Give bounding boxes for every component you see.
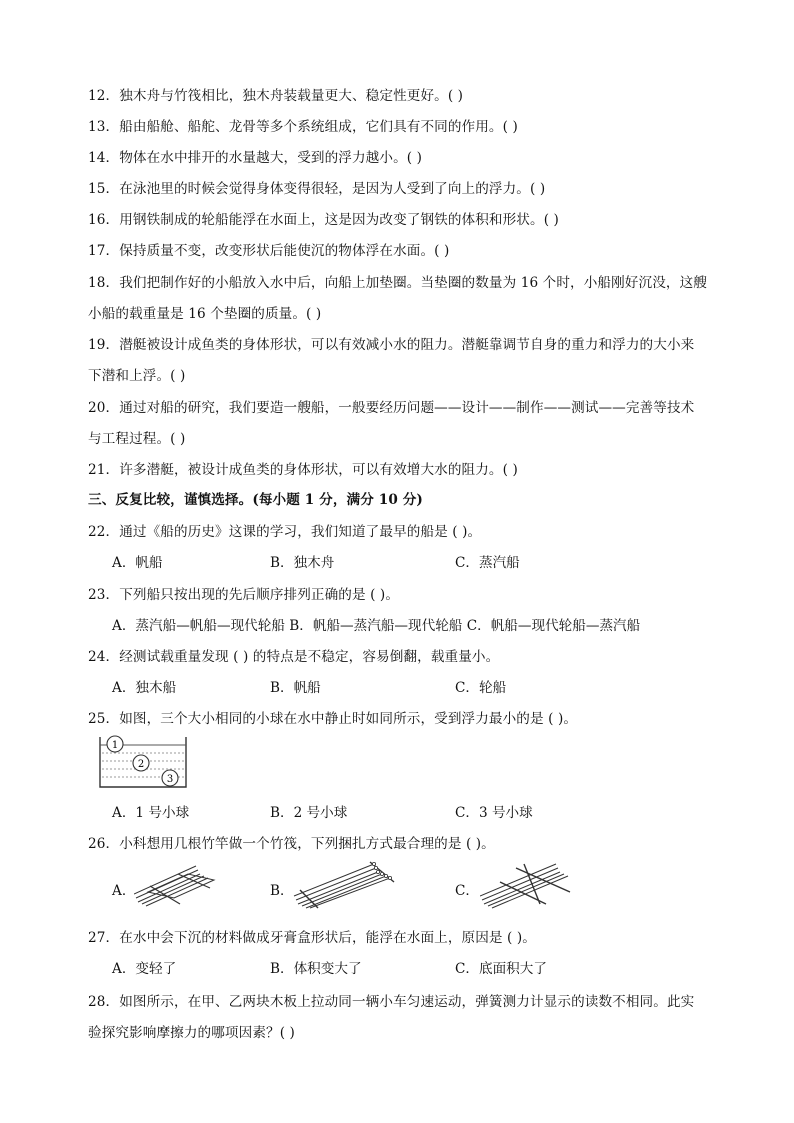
question-16: 16．用钢铁制成的轮船能浮在水面上，这是因为改变了钢铁的体积和形状。( ) (88, 212, 559, 228)
q25-option-b: B．2 号小球 (270, 805, 348, 821)
question-19-line1: 19．潜艇被设计成鱼类的身体形状，可以有效减小水的阻力。潜艇靠调节自身的重力和浮力的大小来 (88, 337, 695, 353)
q27-option-a: A．变轻了 (112, 961, 177, 977)
q24-option-b: B．帆船 (270, 680, 321, 696)
q27-option-b: B．体积变大了 (270, 961, 362, 977)
question-14: 14．物体在水中排开的水量越大，受到的浮力越小。( ) (88, 150, 422, 166)
q24-option-c: C．轮船 (455, 680, 507, 696)
q24-option-a: A．独木船 (112, 680, 177, 696)
question-18-line2: 小船的载重量是 16 个垫圈的质量。( ) (88, 306, 322, 322)
question-26: 26．小科想用几根竹竿做一个竹筏，下列捆扎方式最合理的是 ( )。 (88, 836, 495, 852)
question-20-line1: 20．通过对船的研究，我们要造一艘船，一般要经历问题——设计——制作——测试——完善等技术 (88, 400, 695, 416)
question-24: 24．经测试载重量发现 ( ) 的特点是不稳定，容易倒翻，载重量小。 (88, 649, 500, 665)
question-28-line2: 验探究影响摩擦力的哪项因素？( ) (88, 1025, 295, 1041)
q27-option-c: C．底面积大了 (455, 961, 547, 977)
raft-c-image (480, 860, 578, 910)
question-12: 12．独木舟与竹筏相比，独木舟装载量更大、稳定性更好。( ) (88, 88, 464, 104)
question-19-line2: 下潜和上浮。( ) (88, 368, 186, 384)
question-27: 27．在水中会下沉的材料做成牙膏盒形状后，能浮在水面上，原因是 ( )。 (88, 930, 536, 946)
q26-option-b: B． (270, 883, 294, 899)
raft-a-image (134, 862, 218, 908)
raft-b-image (292, 860, 400, 910)
q22-option-a: A．帆船 (112, 555, 163, 571)
q22-option-c: C．蒸汽船 (455, 555, 520, 571)
question-17: 17．保持质量不变，改变形状后能使沉的物体浮在水面。( ) (88, 243, 450, 259)
question-13: 13．船由船舱、船舵、龙骨等多个系统组成，它们具有不同的作用。( ) (88, 119, 518, 135)
question-23: 23．下列船只按出现的先后顺序排列正确的是 ( )。 (88, 587, 400, 603)
question-25: 25．如图，三个大小相同的小球在水中静止时如同所示，受到浮力最小的是 ( )。 (88, 711, 578, 727)
section-three-heading: 三、反复比较，谨慎选择。(每小题 1 分，满分 10 分) (88, 492, 423, 508)
ball-label-2: 2 (137, 759, 145, 770)
ball-label-3: 3 (166, 774, 174, 785)
q26-option-a: A． (112, 883, 136, 899)
question-20-line2: 与工程过程。( ) (88, 431, 186, 447)
q22-option-b: B．独木舟 (270, 555, 335, 571)
q25-option-c: C．3 号小球 (455, 805, 533, 821)
water-tank-figure (98, 733, 190, 789)
question-22: 22．通过《船的历史》这课的学习，我们知道了最早的船是 ( )。 (88, 524, 482, 540)
q23-options: A．蒸汽船—帆船—现代轮船 B．帆船—蒸汽船—现代轮船 C．帆船—现代轮船—蒸汽船 (112, 618, 641, 634)
q26-option-c: C． (455, 883, 479, 899)
ball-label-1: 1 (111, 740, 119, 751)
question-18-line1: 18．我们把制作好的小船放入水中后，向船上加垫圈。当垫圈的数量为 16 个时，小船刚好沉没，这艘 (88, 275, 707, 291)
question-15: 15．在泳池里的时候会觉得身体变得很轻，是因为人受到了向上的浮力。( ) (88, 181, 546, 197)
q25-option-a: A．1 号小球 (112, 805, 190, 821)
question-28-line1: 28．如图所示，在甲、乙两块木板上拉动同一辆小车匀速运动，弹簧测力计显示的读数不相同。此实 (88, 994, 695, 1010)
question-21: 21．许多潜艇，被设计成鱼类的身体形状，可以有效增大水的阻力。( ) (88, 462, 518, 478)
